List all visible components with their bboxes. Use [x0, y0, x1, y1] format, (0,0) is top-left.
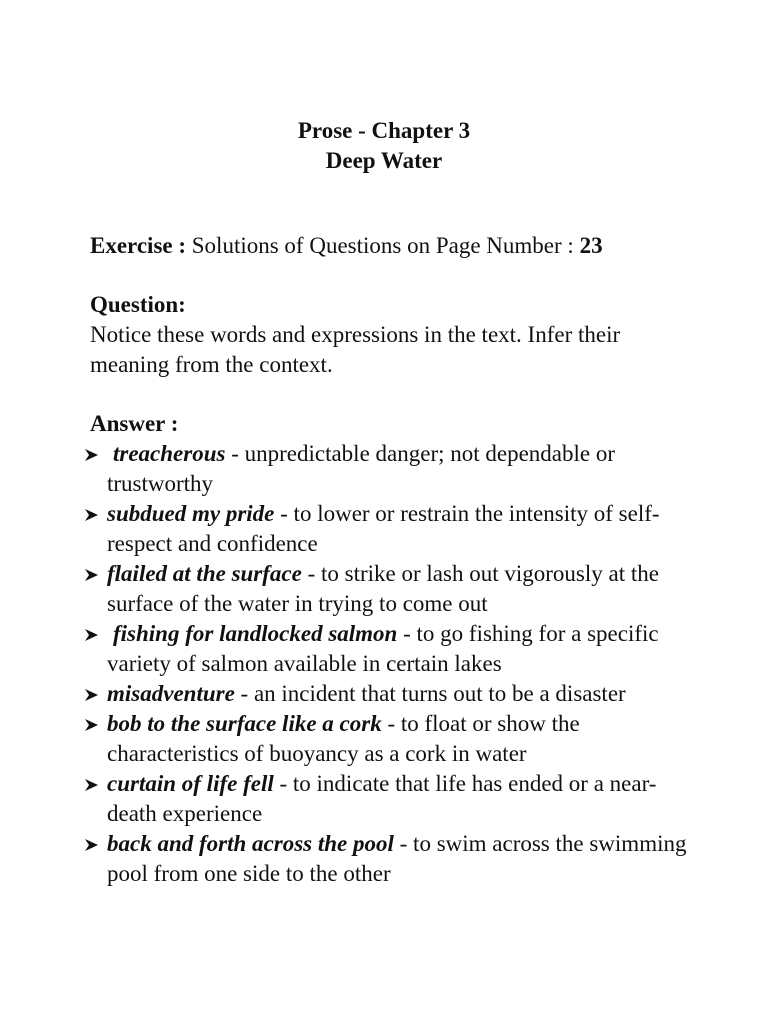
answer-term: back and forth across the pool	[107, 831, 394, 856]
arrow-bullet-icon	[84, 717, 100, 733]
answer-item	[90, 709, 690, 769]
question-text: Notice these words and expressions in the text. Infer their meaning from the context.	[90, 322, 621, 377]
content	[90, 231, 690, 889]
answer-item	[90, 679, 690, 709]
chapter-heading: Prose - Chapter 3	[297, 118, 471, 143]
answer-term: subdued my pride	[107, 501, 275, 526]
answer-list	[90, 439, 690, 889]
answer-definition: - to lower or restrain the intensity of self-respect and confidence	[107, 501, 660, 556]
page-title: Deep Water	[325, 148, 443, 173]
answer-item	[90, 559, 690, 619]
answer-heading: Answer :	[90, 411, 179, 436]
arrow-bullet-icon	[84, 837, 100, 853]
exercise-page-number: 23	[579, 233, 603, 258]
arrow-bullet-icon	[84, 687, 100, 703]
exercise-line	[90, 231, 690, 261]
answer-term: flailed at the surface	[107, 561, 302, 586]
answer-item	[90, 769, 690, 829]
answer-definition: - to swim across the swimming pool from one side to the other	[107, 831, 687, 886]
exercise-label: Exercise :	[90, 233, 187, 258]
answer-term: fishing for landlocked salmon	[113, 621, 398, 646]
answer-item	[90, 829, 690, 889]
answer-definition: - unpredictable danger; not dependable or trustworthy	[107, 441, 616, 496]
answer-item	[90, 439, 690, 499]
answer-definition: - to float or show the characteristics of buoyancy as a cork in water	[107, 711, 580, 766]
answer-definition: - to go fishing for a specific variety of salmon available in certain lakes	[107, 621, 659, 676]
arrow-bullet-icon	[84, 627, 100, 643]
answer-term: bob to the surface like a cork	[107, 711, 382, 736]
arrow-bullet-icon	[84, 567, 100, 583]
answer-term: curtain of life fell	[107, 771, 274, 796]
arrow-bullet-icon	[84, 777, 100, 793]
answer-item	[90, 619, 690, 679]
answer-definition: - to indicate that life has ended or a near-death experience	[107, 771, 657, 826]
answer-term: misadventure	[107, 681, 235, 706]
arrow-bullet-icon	[84, 507, 100, 523]
answer-item	[90, 499, 690, 559]
answer-definition: - to strike or lash out vigorously at the surface of the water in trying to come out	[107, 561, 659, 616]
exercise-text: Solutions of Questions on Page Number :	[191, 233, 574, 258]
title-block	[0, 116, 768, 176]
answer-definition: - an incident that turns out to be a disaster	[234, 681, 626, 706]
answer-term: treacherous	[113, 441, 226, 466]
question-heading: Question:	[90, 292, 186, 317]
arrow-bullet-icon	[84, 447, 100, 463]
